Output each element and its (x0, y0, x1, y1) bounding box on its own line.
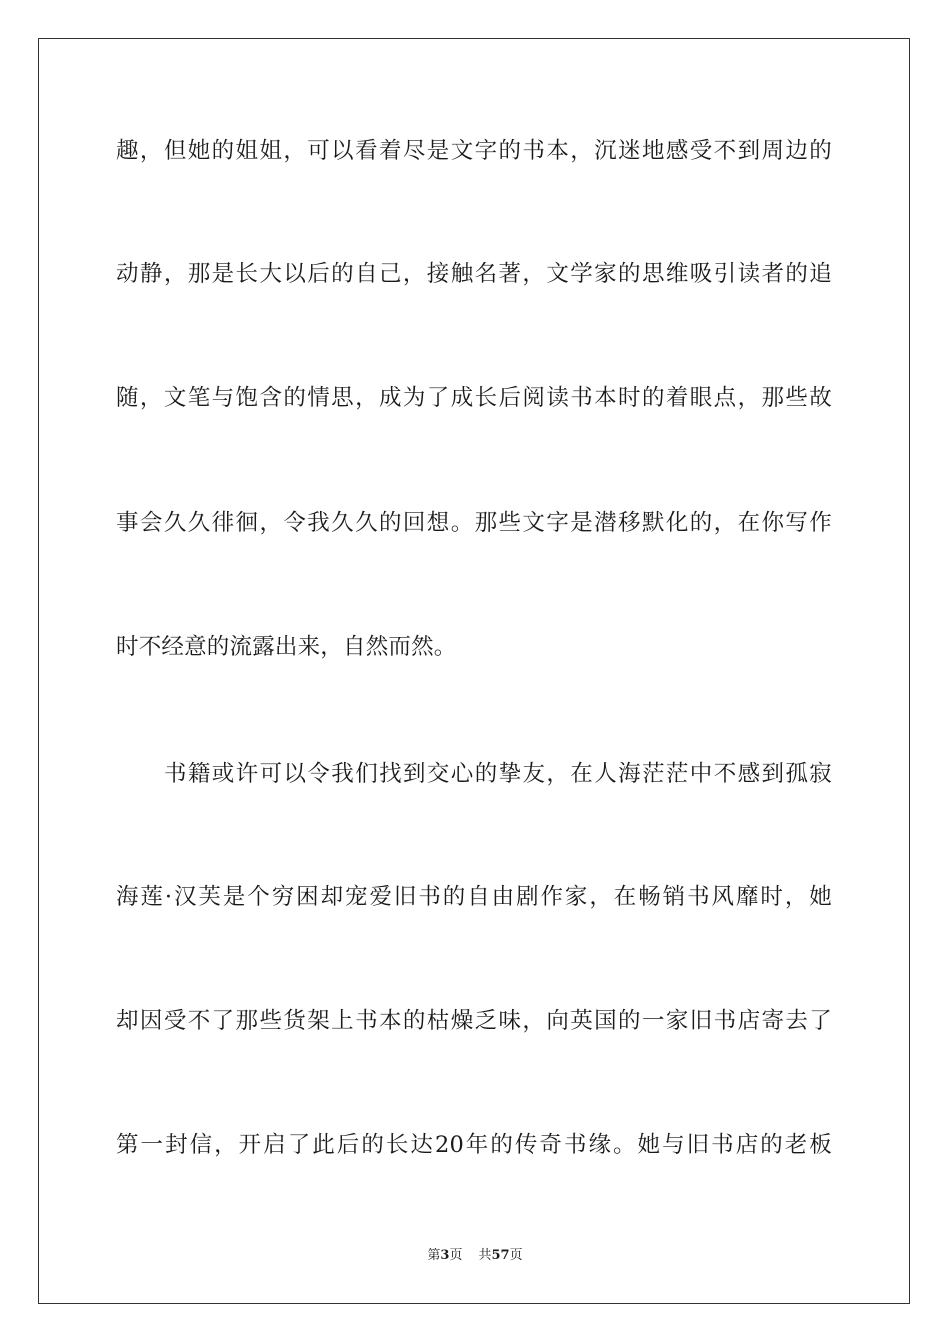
page-border (38, 38, 910, 1304)
text-line: 第一封信，开启了此后的长达20年的传奇书缘。她与旧书店的老板 (116, 1132, 832, 1158)
text-line: 却因受不了那些货架上书本的枯燥乏味，向英国的一家旧书店寄去了 (116, 1008, 832, 1034)
paragraph-first-line: 书籍或许可以令我们找到交心的挚友，在人海茫茫中不感到孤寂 (164, 761, 832, 787)
page-footer (0, 1247, 950, 1265)
page-suffix: 页 (449, 1248, 463, 1263)
text-line: 海莲·汉芙是个穷困却宠爱旧书的自由剧作家，在畅销书风靡时，她 (116, 884, 832, 910)
total-prefix: 共 (478, 1248, 492, 1263)
text-line: 趣，但她的姐姐，可以看着尽是文字的书本，沉迷地感受不到周边的 (116, 138, 832, 164)
text-line: 事会久久徘徊，令我久久的回想。那些文字是潜移默化的，在你写作 (116, 510, 832, 536)
text-line: 随，文笔与饱含的情思，成为了成长后阅读书本时的着眼点，那些故 (116, 385, 832, 411)
page-number: 3 (440, 1248, 450, 1263)
text-line: 动静，那是长大以后的自己，接触名著，文学家的思维吸引读者的追 (116, 261, 832, 287)
total-pages: 57 (491, 1248, 510, 1263)
page-prefix: 第 (427, 1248, 441, 1263)
total-suffix: 页 (509, 1248, 523, 1263)
text-line: 时不经意的流露出来，自然而然。 (116, 634, 457, 660)
